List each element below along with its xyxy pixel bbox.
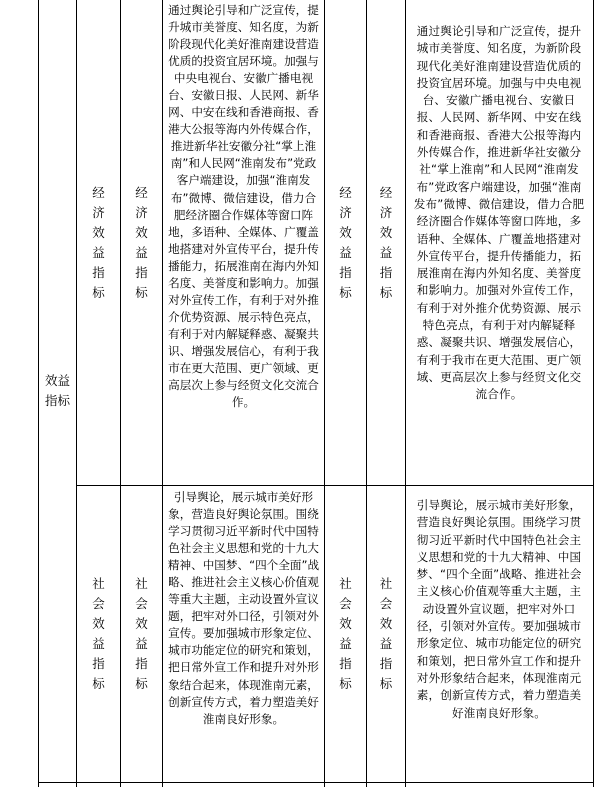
social-level3-text: 社会效益指标 <box>135 576 148 691</box>
grid-line <box>593 0 594 787</box>
economic-level2-right-text: 经济效益指标 <box>339 184 352 300</box>
grid-line <box>162 0 163 787</box>
economic-level3-text: 经济效益指标 <box>135 184 148 300</box>
social-level2-cell <box>77 486 120 782</box>
economic-content-left: 通过舆论引导和广泛宣传，提升城市美誉度、知名度，为新阶段现代化美好淮南建设营造优质的投资宜居环境。加强与中央电视台、安徽广播电视台、安徽日报、人民网、新华网、中安在线和香港商报、香港大公报等海内外传媒合作，推进新华社安徽分社“掌上淮南”和人民网“淮南发布”党政客户端建设，加强“淮南发布”微博、微信建设，借力合肥经济圈合作媒体等窗口阵地，多语种、全媒体、广覆盖地搭建对外宣传平台，提升传播能力，拓展淮南在海内外知名度、美誉度和影响力。加强对外宣传工作，有利于对外推介优势资源、展示特色亮点，有利于对内解疑释惑、凝聚共识、增强发展信心，有利于我市在更大范围、更广领域、更高层次上参与经贸文化交流合作。 <box>168 3 319 410</box>
economic-level2-text: 经济效益指标 <box>92 184 105 300</box>
social-level2-right-cell <box>325 486 366 782</box>
social-level3-right-text: 社会效益指标 <box>379 576 393 691</box>
level1-indicator-text: 效益指标 <box>44 373 70 408</box>
social-level3-right-cell <box>367 486 405 782</box>
economic-level2-right-cell <box>325 0 366 485</box>
economic-content-right: 通过舆论引导和广泛宣传，提升城市美誉度、知名度，为新阶段现代化美好淮南建设营造优质的投资宜居环境。加强与中央电视台、安徽广播电视台、安徽日报、人民网、新华网、中安在线和香港商报、香港大公报等海内外传媒合作，推进新华社安徽分社“掌上淮南”和人民网“淮南发布”党政客户端建设，加强“淮南发布”微博、微信建设，借力合肥经济圈合作媒体等窗口阵地，多语种、全媒体、广覆盖地搭建对外宣传平台，提升传播能力，拓展淮南在海内外知名度、美誉度和影响力。加强对外宣传工作，有利于对外推介优势资源、展示特色亮点，有利于对内解疑释惑、凝聚共识、增强发展信心，有利于我市在更大范围、更广领域、更高层次上参与经贸文化交流合作。 <box>413 24 585 402</box>
economic-level2-cell <box>77 0 120 485</box>
economic-level3-right-cell <box>367 0 405 485</box>
social-level2-text: 社会效益指标 <box>92 576 105 691</box>
social-level3-cell <box>121 486 162 782</box>
social-content-left: 引导舆论，展示城市美好形象，营造良好舆论氛围。围绕学习贯彻习近平新时代中国特色社会主义思想和党的十九大精神、中国梦、“四个全面”战略、推进社会主义核心价值观等重大主题，主动设置外宣议题，把牢对外口径，引领对外宣传。要加强城市形象定位、城市功能定位的研究和策划，把日常外宣工作和提升对外形象结合起来，体现淮南元素，创新宣传方式，着力塑造美好淮南良好形象。 <box>167 490 320 726</box>
grid-line <box>38 782 594 783</box>
grid-line <box>405 0 406 787</box>
level1-indicator-label <box>39 0 76 782</box>
social-content-right: 引导舆论，展示城市美好形象，营造良好舆论氛围。围绕学习贯彻习近平新时代中国特色社会主义思想和党的十九大精神、中国梦、“四个全面”战略、推进社会主义核心价值观等重大主题，主动设置外宣议题，把牢对外口径，引领对外宣传。要加强城市形象定位、城市功能定位的研究和策划，把日常外宣工作和提升对外形象结合起来，体现淮南元素，创新宣传方式，着力塑造美好淮南良好形象。 <box>416 498 582 720</box>
economic-level3-right-text: 经济效益指标 <box>379 184 393 300</box>
social-level2-right-text: 社会效益指标 <box>339 576 352 691</box>
economic-level3-cell <box>121 0 162 485</box>
